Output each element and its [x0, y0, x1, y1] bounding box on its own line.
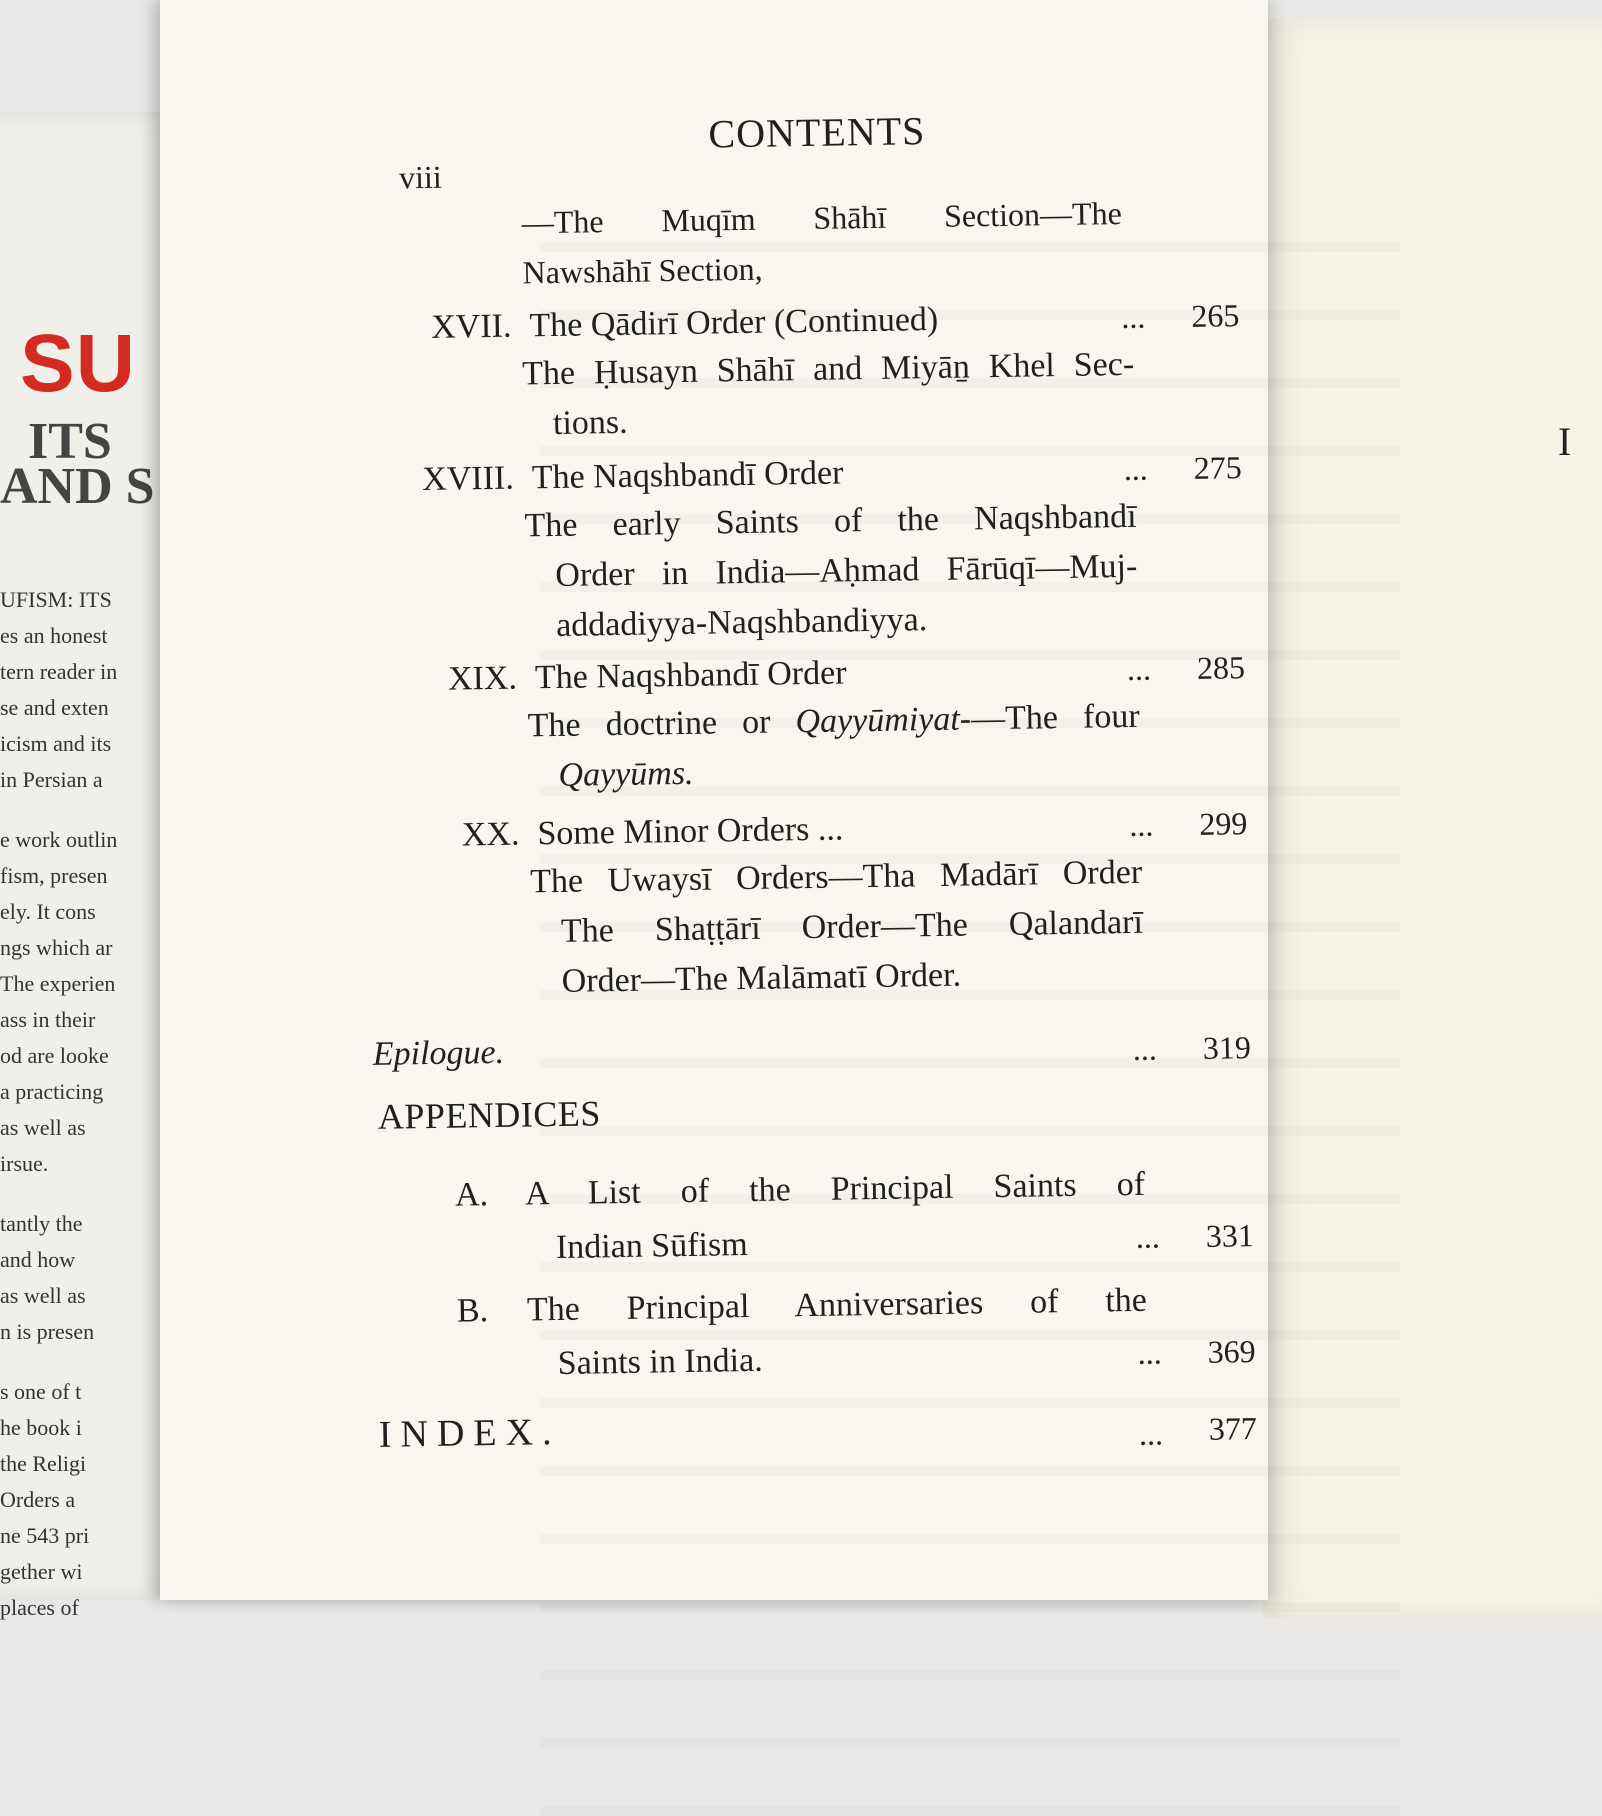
- summary-line: [527, 692, 1140, 752]
- page-number: 369: [1207, 1333, 1256, 1370]
- summary-italic-term: Qayyūmiyat: [795, 700, 961, 741]
- chapter-number: XVIII.: [421, 459, 515, 499]
- leader-dots: ...: [1129, 806, 1154, 843]
- leader-dots: ...: [1132, 1030, 1158, 1067]
- leader-dots: ...: [1121, 298, 1146, 336]
- leader-dots: ...: [1135, 1218, 1161, 1255]
- page-edge-mark: I: [1558, 419, 1572, 464]
- blurb-line: Orders a: [0, 1487, 76, 1512]
- chapter-title: The Naqshbandī Order: [534, 654, 847, 697]
- blurb-line: the Religi: [0, 1451, 87, 1476]
- blurb-line: es an honest: [0, 623, 108, 648]
- blurb-line: od are looke: [0, 1043, 109, 1068]
- blurb-gap: [0, 1350, 160, 1374]
- epilogue-title: Epilogue.: [372, 1033, 505, 1073]
- appendix-line: A List of the Principal Saints of: [524, 1165, 1146, 1213]
- page-number: 377: [1208, 1410, 1258, 1447]
- blurb-line: icism and its: [0, 731, 112, 756]
- blurb-line: gether wi: [0, 1559, 83, 1584]
- blurb-line: a practicing: [0, 1079, 104, 1104]
- appendix-line: The Principal Anniversaries of the: [526, 1281, 1148, 1329]
- blurb-line: and how: [0, 1247, 76, 1272]
- blurb-line: tern reader in: [0, 659, 118, 684]
- summary-line: Order—The Malāmatī Order.: [561, 956, 962, 1000]
- appendix-title: [525, 1158, 1147, 1276]
- summary-line: addadiyya-Naqshbandiyya.: [555, 601, 928, 644]
- blurb-line: fism, presen: [0, 863, 108, 888]
- summary-text: The doctrine or: [527, 703, 796, 745]
- leader-dots: ...: [1126, 650, 1152, 687]
- summary-line: The Shaṭṭārī Order—The Qalandarī: [560, 903, 1144, 950]
- page-number: 265: [1191, 297, 1240, 334]
- blurb-gap: [0, 798, 160, 822]
- blurb-line: s one of t: [0, 1379, 82, 1404]
- blurb-line: se and exten: [0, 695, 109, 720]
- chapter-title: Some Minor Orders ...: [537, 810, 844, 853]
- chapter-summary: [522, 340, 1135, 450]
- chapter-summary: [527, 692, 1140, 802]
- appendix-line: Indian Sūfism: [555, 1226, 748, 1267]
- chapter-title: The Naqshbandī Order: [531, 454, 844, 497]
- index-title: INDEX.: [378, 1410, 561, 1456]
- blurb-line: places of: [0, 1595, 79, 1620]
- chapter-summary: [530, 848, 1144, 1008]
- continuation-line: —The Muqīm Shāhī Section—The: [521, 195, 1123, 241]
- blurb-line: as well as: [0, 1283, 86, 1308]
- blurb-line: as well as: [0, 1115, 86, 1140]
- summary-text: -—The four: [959, 697, 1140, 738]
- summary-line: tions.: [552, 403, 628, 442]
- continuation-text: [521, 188, 1122, 297]
- blurb-gap: [0, 1182, 160, 1206]
- leader-dots: ...: [1137, 1334, 1162, 1371]
- blurb-line: UFISM: ITS: [0, 587, 112, 612]
- appendix-line: Saints in India.: [557, 1341, 763, 1383]
- chapter-number: XVII.: [430, 307, 512, 346]
- page-number: 299: [1199, 805, 1248, 842]
- show-through-line: [540, 1754, 1400, 1816]
- cover-blurb: [0, 582, 160, 1626]
- back-book-cover: [0, 112, 180, 1620]
- continuation-line: Nawshāhī Section,: [522, 250, 763, 291]
- right-facing-page: [1262, 18, 1602, 1618]
- blurb-line: The experien: [0, 971, 116, 996]
- summary-line: The Uwaysī Orders—Tha Madārī Order: [529, 853, 1143, 901]
- chapter-number: XX.: [461, 815, 520, 854]
- appendix-letter: B.: [456, 1292, 489, 1330]
- summary-line: The Ḥusayn Shāhī and Miyāṉ Khel Sec-: [521, 345, 1135, 393]
- summary-line: The early Saints of the Naqshbandī: [524, 497, 1137, 545]
- page-number: 331: [1205, 1217, 1255, 1254]
- blurb-line: ngs which ar: [0, 935, 113, 960]
- page-number: 285: [1196, 649, 1246, 686]
- appendices-heading: APPENDICES: [377, 1093, 602, 1137]
- show-through-line: [540, 1686, 1400, 1748]
- leader-dots: ...: [1138, 1415, 1164, 1452]
- chapter-title: The Qādirī Order (Continued): [529, 300, 939, 345]
- blurb-line: ely. It cons: [0, 899, 96, 924]
- page-heading: CONTENTS: [708, 108, 926, 157]
- blurb-line: in Persian a: [0, 767, 103, 792]
- blurb-line: e work outlin: [0, 827, 118, 852]
- blurb-line: ne 543 pri: [0, 1523, 90, 1548]
- summary-line: Qayyūms.: [558, 754, 694, 794]
- appendix-title: [526, 1274, 1148, 1392]
- blurb-line: n is presen: [0, 1319, 95, 1344]
- leader-dots: ...: [1123, 450, 1149, 488]
- page-number: 275: [1193, 449, 1243, 486]
- page-number: 319: [1202, 1029, 1252, 1066]
- chapter-summary: [524, 492, 1138, 652]
- cover-subtitle-2: AND S: [0, 458, 155, 515]
- blurb-line: he book i: [0, 1415, 82, 1440]
- blurb-line: tantly the: [0, 1211, 83, 1236]
- cover-title: SU: [20, 318, 136, 409]
- blurb-line: irsue.: [0, 1151, 49, 1176]
- blurb-line: ass in their: [0, 1007, 96, 1032]
- summary-line: Order in India—Aḥmad Fārūqī—Muj-: [555, 547, 1138, 594]
- chapter-number: XIX.: [447, 659, 518, 698]
- page-folio: viii: [398, 158, 443, 196]
- appendix-letter: A.: [454, 1176, 489, 1214]
- cover-subtitle: ITS: [28, 413, 112, 470]
- show-through-line: [540, 1618, 1400, 1680]
